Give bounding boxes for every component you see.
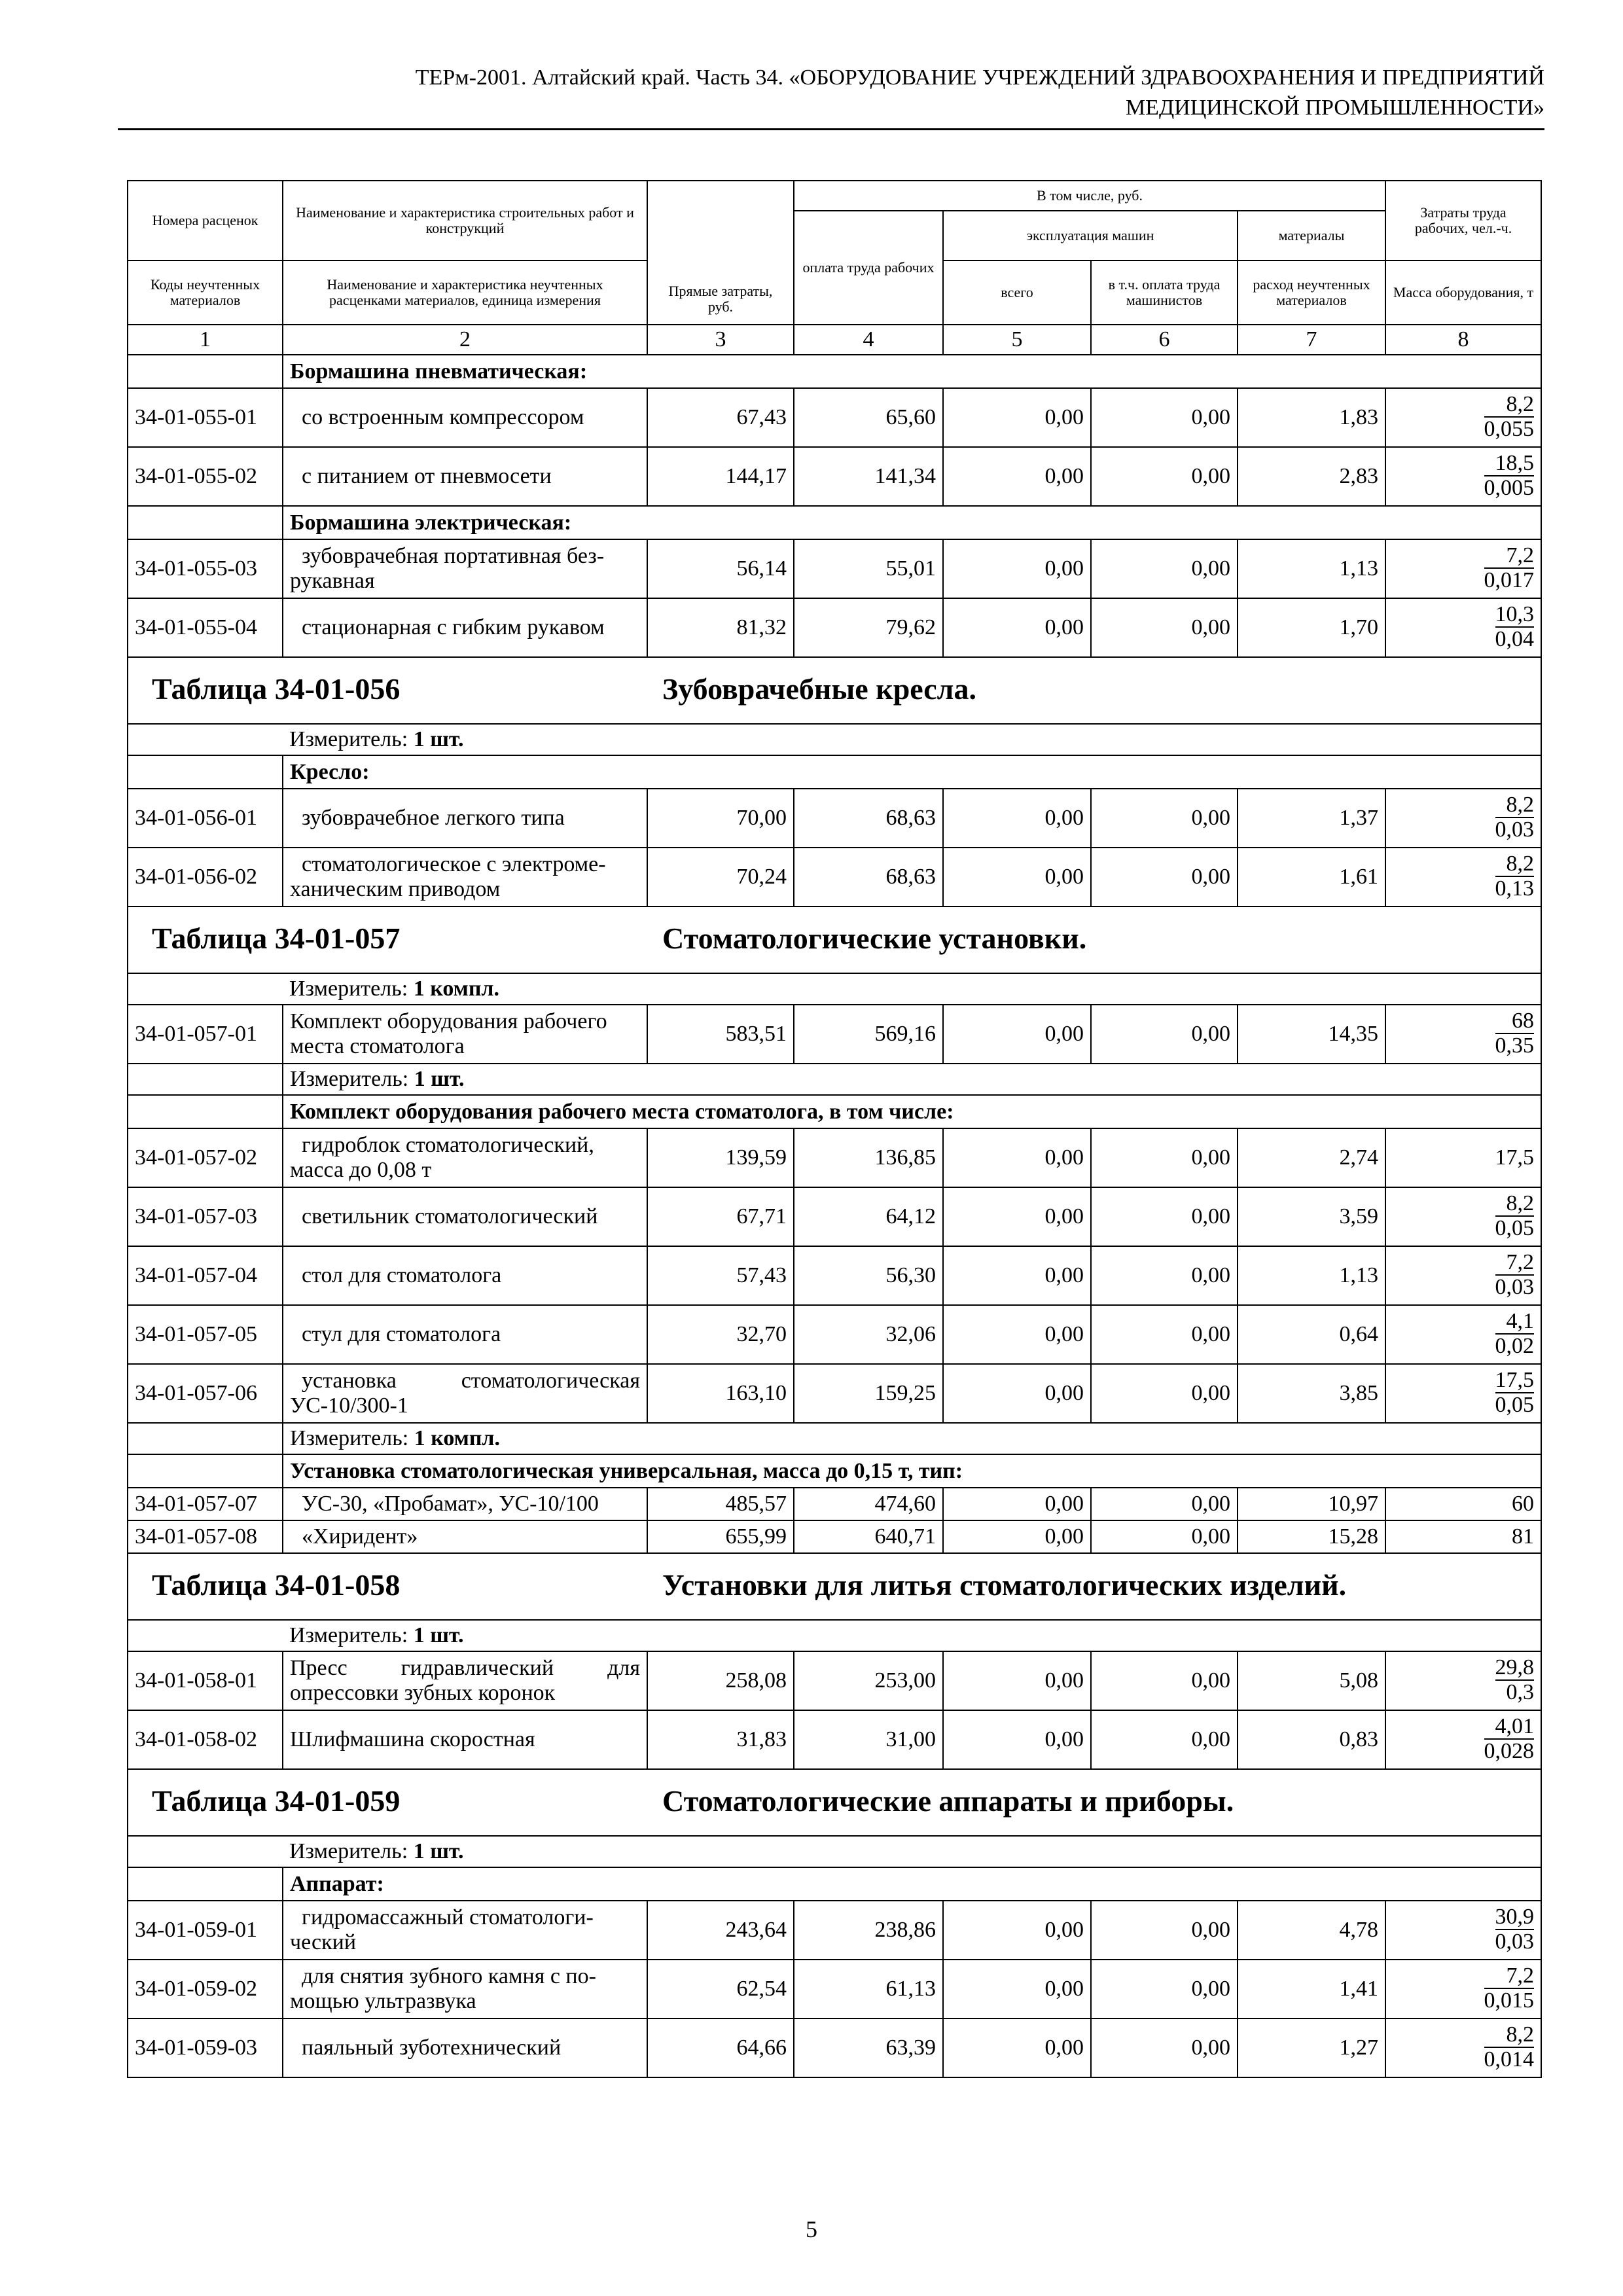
equipment-mass: 0,03 [1495, 817, 1535, 842]
table-row [128, 1488, 1541, 1520]
measure-row [128, 1836, 1541, 1867]
labor-mass [1385, 1187, 1541, 1246]
labor-hours: 8,2 [1495, 853, 1535, 877]
section-row [128, 1095, 1541, 1128]
measure-value: 1 компл. [413, 977, 500, 1001]
index-cell: 8 [1385, 325, 1541, 355]
measure-value: 1 компл. [414, 1426, 501, 1450]
materials-cost: 5,08 [1238, 1651, 1385, 1710]
rates-table [127, 180, 1542, 2078]
rate-name-line-2: мощью ультразвука [290, 1989, 476, 2013]
machine-labor-cost: 0,00 [1091, 1488, 1238, 1520]
rate-code: 34-01-058-02 [128, 1710, 283, 1769]
labor-hours: 30,9 [1495, 1905, 1535, 1929]
materials-cost: 2,74 [1238, 1128, 1385, 1187]
rate-name [283, 1128, 647, 1187]
index-cell: 7 [1238, 325, 1385, 355]
table-name: Установки для литья стоматологических изделий. [662, 1568, 1347, 1602]
labor-mass [1385, 1710, 1541, 1769]
rate-name-line-1: стоматологическое с электроме- [302, 852, 606, 876]
materials-cost: 1,61 [1238, 848, 1385, 906]
rate-code: 34-01-057-05 [128, 1305, 283, 1364]
machine-cost: 0,00 [943, 1960, 1091, 2018]
machine-labor-cost: 0,00 [1091, 1005, 1238, 1064]
machine-cost: 0,00 [943, 1520, 1091, 1553]
direct-cost: 32,70 [647, 1305, 794, 1364]
direct-cost: 70,00 [647, 789, 794, 848]
measure-label: Измеритель: [290, 1067, 409, 1091]
table-row [128, 598, 1541, 657]
rate-name-line-1: гидроблок стоматологический, [302, 1133, 594, 1157]
rate-name: стационарная с гибким рукавом [283, 598, 647, 657]
col3-header: Прямые затраты, руб. [647, 181, 794, 325]
machine-labor-cost: 0,00 [1091, 789, 1238, 848]
rate-name: «Хиридент» [283, 1520, 647, 1553]
machine-labor-cost: 0,00 [1091, 598, 1238, 657]
col8-header-bottom: Масса оборудования, т [1385, 260, 1541, 325]
rate-name [283, 1651, 647, 1710]
machine-cost: 0,00 [943, 848, 1091, 906]
rate-name-line-1: гидромассажный стоматологи- [302, 1905, 594, 1929]
direct-cost: 485,57 [647, 1488, 794, 1520]
direct-cost: 56,14 [647, 539, 794, 598]
labor-hours: 17,5 [1495, 1368, 1535, 1392]
machine-labor-cost: 0,00 [1091, 848, 1238, 906]
machine-cost: 0,00 [943, 1651, 1091, 1710]
rate-code: 34-01-058-01 [128, 1651, 283, 1710]
labor-cost: 31,00 [794, 1710, 943, 1769]
rate-name: УС-30, «Пробамат», УС-10/100 [283, 1488, 647, 1520]
labor-cost: 61,13 [794, 1960, 943, 2018]
header-line-1: ТЕРм-2001. Алтайский край. Часть 34. «ОБОРУДОВАНИЕ УЧРЕЖДЕНИЙ ЗДРАВООХРАНЕНИЯ И ПРЕДПРИЯТИЙ [415, 65, 1544, 90]
measure-label: Измеритель: [290, 1426, 409, 1450]
rate-name-line-1: Пресс гидравлический для [290, 1656, 640, 1680]
index-cell: 6 [1091, 325, 1238, 355]
materials-cost: 1,83 [1238, 388, 1385, 447]
measure-label: Измеритель: [289, 1839, 408, 1863]
machines-header: эксплуатация машин [943, 211, 1238, 260]
labor-hours: 4,01 [1484, 1715, 1535, 1740]
section-title: Кресло: [283, 755, 1541, 789]
group-header: В том числе, руб. [794, 181, 1385, 211]
equipment-mass: 0,04 [1495, 627, 1535, 651]
table-row [128, 447, 1541, 506]
labor-cost: 63,39 [794, 2018, 943, 2077]
page-number: 5 [806, 2216, 817, 2242]
measure-row [128, 1423, 1541, 1454]
equipment-mass: 0,13 [1495, 876, 1535, 901]
measure-row [128, 724, 1541, 755]
labor-mass [1385, 1246, 1541, 1305]
labor-mass [1385, 848, 1541, 906]
table-name: Стоматологические аппараты и приборы. [662, 1784, 1234, 1818]
direct-cost: 31,83 [647, 1710, 794, 1769]
equipment-mass: 0,02 [1495, 1334, 1535, 1358]
col2-header-bottom: Наименование и характеристика неучтенных расценками материалов, единица измерения [283, 260, 647, 325]
rate-name-line-2: опрессовки зубных коронок [290, 1681, 556, 1705]
direct-cost: 62,54 [647, 1960, 794, 2018]
labor-mass [1385, 1005, 1541, 1064]
table-row [128, 1128, 1541, 1187]
labor-hours: 10,3 [1495, 602, 1535, 626]
equipment-mass: 0,3 [1506, 1680, 1535, 1704]
index-cell: 2 [283, 325, 647, 355]
table-row [128, 1246, 1541, 1305]
table-row [128, 1305, 1541, 1364]
machine-labor-cost: 0,00 [1091, 1520, 1238, 1553]
rate-code: 34-01-059-02 [128, 1960, 283, 2018]
table-row [128, 1960, 1541, 2018]
table-code: Таблица 34-01-056 [152, 672, 401, 706]
machine-labor-cost: 0,00 [1091, 1901, 1238, 1960]
rate-name: стол для стоматолога [283, 1246, 647, 1305]
direct-cost: 258,08 [647, 1651, 794, 1710]
labor-cost: 32,06 [794, 1305, 943, 1364]
machine-cost: 0,00 [943, 1187, 1091, 1246]
rate-name [283, 539, 647, 598]
direct-cost: 64,66 [647, 2018, 794, 2077]
index-cell: 5 [943, 325, 1091, 355]
measure-row [128, 1064, 1541, 1095]
rate-code: 34-01-057-06 [128, 1364, 283, 1423]
section-row [128, 506, 1541, 539]
table-row [128, 1901, 1541, 1960]
section-title: Установка стоматологическая универсальная, масса до 0,15 т, тип: [283, 1454, 1541, 1488]
rate-name [283, 1901, 647, 1960]
labor-hours: 4,1 [1495, 1310, 1535, 1335]
table-name: Зубоврачебные кресла. [662, 672, 976, 706]
table-row [128, 1651, 1541, 1710]
labor-cost: 64,12 [794, 1187, 943, 1246]
section-title: Бормашина пневматическая: [283, 355, 1541, 388]
labor-cost: 65,60 [794, 388, 943, 447]
labor-mass [1385, 598, 1541, 657]
rate-name-line-1: зубоврачебная портативная без- [302, 544, 605, 568]
labor-cost: 159,25 [794, 1364, 943, 1423]
rate-code: 34-01-057-01 [128, 1005, 283, 1064]
labor-cost: 55,01 [794, 539, 943, 598]
machine-cost: 0,00 [943, 1128, 1091, 1187]
materials-cost: 1,41 [1238, 1960, 1385, 2018]
table-title-row [128, 906, 1541, 973]
col1-header-top: Номера расценок [128, 181, 283, 260]
materials-cost: 0,83 [1238, 1710, 1385, 1769]
measure-value: 1 шт. [413, 1839, 464, 1863]
machine-cost: 0,00 [943, 1305, 1091, 1364]
machine-labor-cost: 0,00 [1091, 2018, 1238, 2077]
materials-header: материалы [1238, 211, 1385, 260]
index-cell: 3 [647, 325, 794, 355]
materials-cost: 1,13 [1238, 539, 1385, 598]
table-row [128, 539, 1541, 598]
table-title-row [128, 1553, 1541, 1620]
labor-cost: 640,71 [794, 1520, 943, 1553]
section-title: Бормашина электрическая: [283, 506, 1541, 539]
rate-code: 34-01-057-07 [128, 1488, 283, 1520]
labor-hours: 7,2 [1484, 545, 1535, 569]
machine-labor-cost: 0,00 [1091, 1187, 1238, 1246]
equipment-mass: 0,055 [1484, 417, 1535, 441]
equipment-mass: 0,03 [1495, 1275, 1535, 1299]
rate-name [283, 1005, 647, 1064]
rate-name: паяльный зуботехнический [283, 2018, 647, 2077]
labor-mass: 17,5 [1385, 1128, 1541, 1187]
rate-name-line-1: Комплект оборудования рабочего [290, 1009, 607, 1033]
labor-hours: 29,8 [1495, 1655, 1535, 1679]
rate-name: со встроенным компрессором [283, 388, 647, 447]
rate-code: 34-01-056-02 [128, 848, 283, 906]
equipment-mass: 0,05 [1495, 1216, 1535, 1240]
index-cell: 1 [128, 325, 283, 355]
materials-cost: 14,35 [1238, 1005, 1385, 1064]
header-row-1 [128, 181, 1541, 211]
table-row [128, 789, 1541, 848]
col2-header-top: Наименование и характеристика строительных работ и конструкций [283, 181, 647, 260]
labor-hours: 7,2 [1484, 1965, 1535, 1989]
labor-cost: 79,62 [794, 598, 943, 657]
section-row [128, 755, 1541, 789]
rate-name-line-2: ханическим приводом [290, 877, 501, 901]
machine-cost: 0,00 [943, 789, 1091, 848]
labor-mass [1385, 1960, 1541, 2018]
labor-mass [1385, 1901, 1541, 1960]
materials-cost: 3,59 [1238, 1187, 1385, 1246]
measure-row [128, 973, 1541, 1005]
labor-hours: 8,2 [1495, 794, 1535, 818]
col4-header: оплата труда рабочих [794, 211, 943, 325]
section-row [128, 1454, 1541, 1488]
rate-code: 34-01-055-02 [128, 447, 283, 506]
rate-name: стул для стоматолога [283, 1305, 647, 1364]
labor-cost: 253,00 [794, 1651, 943, 1710]
labor-mass [1385, 1364, 1541, 1423]
labor-mass [1385, 789, 1541, 848]
table-row [128, 848, 1541, 906]
table-code: Таблица 34-01-058 [152, 1568, 401, 1602]
rate-code: 34-01-059-03 [128, 2018, 283, 2077]
machine-cost: 0,00 [943, 2018, 1091, 2077]
rate-code: 34-01-059-01 [128, 1901, 283, 1960]
rate-name-line-2: места стоматолога [290, 1034, 465, 1058]
table-name: Стоматологические установки. [662, 921, 1087, 955]
measure-label: Измеритель: [289, 977, 408, 1001]
direct-cost: 67,43 [647, 388, 794, 447]
rate-code: 34-01-056-01 [128, 789, 283, 848]
labor-hours: 18,5 [1484, 452, 1535, 476]
col7-header: расход неучтенных материалов [1238, 260, 1385, 325]
materials-cost: 3,85 [1238, 1364, 1385, 1423]
section-title: Аппарат: [283, 1867, 1541, 1901]
labor-mass: 81 [1385, 1520, 1541, 1553]
measure-row [128, 1620, 1541, 1651]
direct-cost: 81,32 [647, 598, 794, 657]
rate-code: 34-01-057-03 [128, 1187, 283, 1246]
section-row [128, 355, 1541, 388]
rate-code: 34-01-055-01 [128, 388, 283, 447]
materials-cost: 1,27 [1238, 2018, 1385, 2077]
machine-cost: 0,00 [943, 539, 1091, 598]
rate-code: 34-01-057-04 [128, 1246, 283, 1305]
materials-cost: 15,28 [1238, 1520, 1385, 1553]
equipment-mass: 0,005 [1484, 476, 1535, 500]
materials-cost: 1,70 [1238, 598, 1385, 657]
rate-code: 34-01-057-08 [128, 1520, 283, 1553]
equipment-mass: 0,05 [1495, 1393, 1535, 1417]
machine-labor-cost: 0,00 [1091, 1651, 1238, 1710]
machine-labor-cost: 0,00 [1091, 447, 1238, 506]
col5-header: всего [943, 260, 1091, 325]
table-row [128, 1710, 1541, 1769]
measure-value: 1 шт. [413, 1623, 464, 1647]
materials-cost: 10,97 [1238, 1488, 1385, 1520]
machine-labor-cost: 0,00 [1091, 1364, 1238, 1423]
labor-hours: 8,2 [1495, 1193, 1535, 1217]
direct-cost: 163,10 [647, 1364, 794, 1423]
machine-cost: 0,00 [943, 1901, 1091, 1960]
rate-name-line-2: масса до 0,08 т [290, 1158, 432, 1182]
labor-hours: 8,2 [1484, 393, 1535, 418]
section-row [128, 1867, 1541, 1901]
direct-cost: 67,71 [647, 1187, 794, 1246]
materials-cost: 2,83 [1238, 447, 1385, 506]
equipment-mass: 0,014 [1484, 2047, 1535, 2072]
machine-labor-cost: 0,00 [1091, 1305, 1238, 1364]
labor-mass [1385, 539, 1541, 598]
machine-labor-cost: 0,00 [1091, 1128, 1238, 1187]
materials-cost: 1,13 [1238, 1246, 1385, 1305]
direct-cost: 655,99 [647, 1520, 794, 1553]
table-row [128, 1364, 1541, 1423]
materials-cost: 4,78 [1238, 1901, 1385, 1960]
labor-mass [1385, 388, 1541, 447]
direct-cost: 57,43 [647, 1246, 794, 1305]
table-code: Таблица 34-01-057 [152, 921, 401, 955]
labor-cost: 136,85 [794, 1128, 943, 1187]
labor-cost: 68,63 [794, 789, 943, 848]
table-row [128, 1005, 1541, 1064]
direct-cost: 144,17 [647, 447, 794, 506]
table-code: Таблица 34-01-059 [152, 1784, 401, 1818]
labor-mass [1385, 447, 1541, 506]
machine-labor-cost: 0,00 [1091, 1960, 1238, 2018]
table-row [128, 1520, 1541, 1553]
rate-name [283, 1960, 647, 2018]
labor-cost: 68,63 [794, 848, 943, 906]
rate-name: с питанием от пневмосети [283, 447, 647, 506]
rate-name-line-2: рукавная [290, 569, 375, 593]
machine-labor-cost: 0,00 [1091, 1246, 1238, 1305]
rate-name: светильник стоматологический [283, 1187, 647, 1246]
machine-cost: 0,00 [943, 1246, 1091, 1305]
labor-cost: 569,16 [794, 1005, 943, 1064]
table-row [128, 388, 1541, 447]
rate-name: Шлифмашина скоростная [283, 1710, 647, 1769]
table-row [128, 1187, 1541, 1246]
equipment-mass: 0,028 [1484, 1739, 1535, 1763]
machine-cost: 0,00 [943, 1005, 1091, 1064]
rate-name-line-2: УС-10/300-1 [290, 1393, 408, 1418]
section-title: Комплект оборудования рабочего места стоматолога, в том числе: [283, 1095, 1541, 1128]
rate-name: зубоврачебное легкого типа [283, 789, 647, 848]
index-row [128, 325, 1541, 355]
machine-cost: 0,00 [943, 447, 1091, 506]
equipment-mass: 0,03 [1495, 1929, 1535, 1954]
table-title-row [128, 657, 1541, 724]
measure-value: 1 шт. [413, 727, 464, 751]
rate-name-line-1: установка стоматологическая [302, 1369, 640, 1393]
measure-value: 1 шт. [414, 1067, 465, 1091]
col1-header-bottom: Коды неучтенных материалов [128, 260, 283, 325]
machine-labor-cost: 0,00 [1091, 539, 1238, 598]
machine-cost: 0,00 [943, 598, 1091, 657]
table-title-row [128, 1769, 1541, 1836]
rate-name-line-2: ческий [290, 1930, 357, 1954]
rate-code: 34-01-055-04 [128, 598, 283, 657]
machine-cost: 0,00 [943, 1488, 1091, 1520]
machine-cost: 0,00 [943, 388, 1091, 447]
materials-cost: 0,64 [1238, 1305, 1385, 1364]
equipment-mass: 0,35 [1495, 1033, 1535, 1058]
equipment-mass: 0,017 [1484, 568, 1535, 592]
rate-code: 34-01-057-02 [128, 1128, 283, 1187]
rate-code: 34-01-055-03 [128, 539, 283, 598]
materials-cost: 1,37 [1238, 789, 1385, 848]
measure-label: Измеритель: [289, 727, 408, 751]
machine-cost: 0,00 [943, 1364, 1091, 1423]
table-row [128, 2018, 1541, 2077]
rate-name-line-1: для снятия зубного камня с по- [302, 1964, 596, 1988]
direct-cost: 70,24 [647, 848, 794, 906]
labor-mass [1385, 1305, 1541, 1364]
measure-label: Измеритель: [289, 1623, 408, 1647]
labor-mass [1385, 1651, 1541, 1710]
direct-cost: 583,51 [647, 1005, 794, 1064]
labor-cost: 474,60 [794, 1488, 943, 1520]
index-cell: 4 [794, 325, 943, 355]
labor-cost: 56,30 [794, 1246, 943, 1305]
equipment-mass: 0,015 [1484, 1988, 1535, 2013]
labor-hours: 68 [1495, 1010, 1535, 1034]
rate-name [283, 1364, 647, 1423]
col8-header-top: Затраты труда рабочих, чел.-ч. [1385, 181, 1541, 260]
machine-labor-cost: 0,00 [1091, 388, 1238, 447]
labor-mass: 60 [1385, 1488, 1541, 1520]
machine-labor-cost: 0,00 [1091, 1710, 1238, 1769]
labor-cost: 238,86 [794, 1901, 943, 1960]
labor-hours: 7,2 [1495, 1251, 1535, 1276]
rate-name [283, 848, 647, 906]
machine-cost: 0,00 [943, 1710, 1091, 1769]
header-line-2: МЕДИЦИНСКОЙ ПРОМЫШЛЕННОСТИ» [1125, 96, 1544, 120]
page-header [118, 63, 1544, 130]
direct-cost: 243,64 [647, 1901, 794, 1960]
direct-cost: 139,59 [647, 1128, 794, 1187]
col6-header: в т.ч. оплата труда машинистов [1091, 260, 1238, 325]
labor-hours: 8,2 [1484, 2024, 1535, 2048]
labor-cost: 141,34 [794, 447, 943, 506]
labor-mass [1385, 2018, 1541, 2077]
